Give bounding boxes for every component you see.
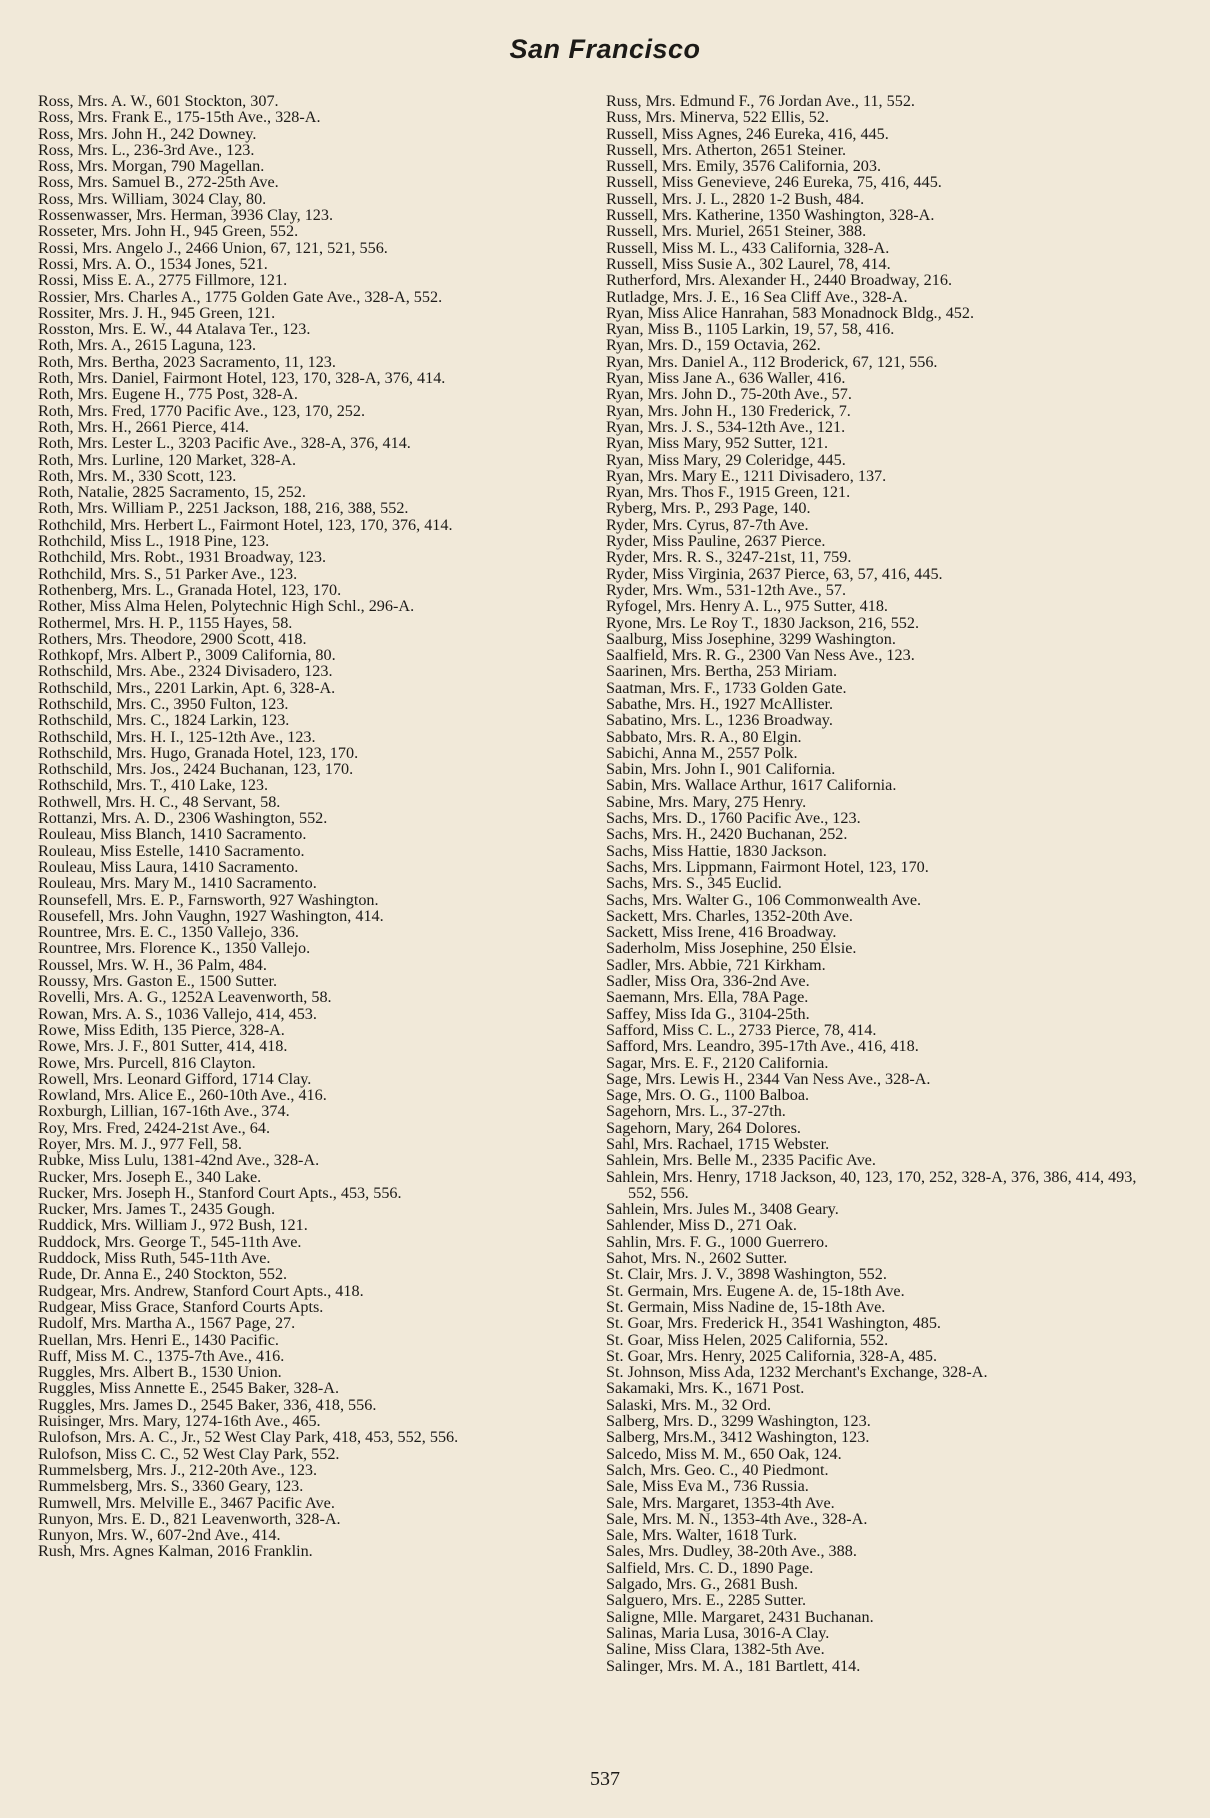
directory-entry: Rothenberg, Mrs. L., Granada Hotel, 123, 170.: [38, 580, 342, 599]
directory-entry: Sage, Mrs. Lewis H., 2344 Van Ness Ave., 328-A.: [606, 1069, 931, 1088]
directory-entry: Rothchild, Mrs. Robt., 1931 Broadway, 123.: [38, 548, 327, 567]
directory-entry: Sachs, Mrs. H., 2420 Buchanan, 252.: [606, 825, 848, 844]
directory-entry: Roth, Mrs. Bertha, 2023 Sacramento, 11, 123.: [38, 352, 336, 371]
directory-entry: Salcedo, Miss M. M., 650 Oak, 124.: [606, 1444, 842, 1463]
directory-entry: Rossier, Mrs. Charles A., 1775 Golden Gate Ave., 328-A, 552.: [38, 287, 443, 306]
directory-entry: Salfield, Mrs. C. D., 1890 Page.: [606, 1558, 814, 1577]
directory-entry: Royer, Mrs. M. J., 977 Fell, 58.: [38, 1135, 242, 1153]
directory-entry: St. Clair, Mrs. J. V., 3898 Washington, 552.: [606, 1265, 887, 1284]
directory-entry: Roussel, Mrs. W. H., 36 Palm, 484.: [38, 955, 267, 974]
directory-entry: Ross, Mrs. Frank E., 175-15th Ave., 328-A.: [38, 108, 321, 127]
directory-entry: Sabbato, Mrs. R. A., 80 Elgin.: [606, 727, 802, 746]
directory-entry: Sahlein, Mrs. Jules M., 3408 Geary.: [606, 1200, 839, 1219]
directory-entry: Runyon, Mrs. E. D., 821 Leavenworth, 328-A.: [38, 1509, 341, 1528]
directory-entry: Salberg, Mrs. D., 3299 Washington, 123.: [606, 1412, 871, 1431]
directory-entry: Sachs, Miss Hattie, 1830 Jackson.: [606, 841, 827, 860]
directory-entry: Roth, Mrs. H., 2661 Pierce, 414.: [38, 417, 249, 436]
directory-entry: Rossiter, Mrs. J. H., 945 Green, 121.: [38, 303, 276, 322]
directory-entry: Salberg, Mrs.M., 3412 Washington, 123.: [606, 1428, 870, 1447]
directory-entry: Roxburgh, Lillian, 167-16th Ave., 374.: [38, 1102, 290, 1121]
directory-entry: Rubke, Miss Lulu, 1381-42nd Ave., 328-A.: [38, 1151, 320, 1170]
directory-entry: Rothchild, Mrs. S., 51 Parker Ave., 123.: [38, 564, 298, 583]
directory-entry: Rowe, Mrs. J. F., 801 Sutter, 414, 418.: [38, 1037, 288, 1056]
directory-entry: St. Germain, Mrs. Eugene A. de, 15-18th Ave.: [606, 1281, 905, 1300]
directory-entry: Saline, Miss Clara, 1382-5th Ave.: [606, 1640, 825, 1659]
directory-entry: Roth, Mrs. Lester L., 3203 Pacific Ave., 328-A, 376, 414.: [38, 434, 411, 453]
directory-entry: Ryan, Miss Jane A., 636 Waller, 416.: [606, 369, 846, 388]
directory-entry: Sabatino, Mrs. L., 1236 Broadway.: [606, 711, 833, 730]
directory-entry: Rothwell, Mrs. H. C., 48 Servant, 58.: [38, 792, 281, 811]
directory-entry: Sabichi, Anna M., 2557 Polk.: [606, 743, 798, 762]
directory-entry: Sale, Miss Eva M., 736 Russia.: [606, 1477, 809, 1496]
directory-entry: Sackett, Miss Irene, 416 Broadway.: [606, 923, 837, 942]
directory-entry: Rulofson, Mrs. A. C., Jr., 52 West Clay Park, 418, 453, 552, 556.: [38, 1428, 459, 1447]
directory-entry: Saatman, Mrs. F., 1733 Golden Gate.: [606, 678, 847, 697]
directory-entry: Russell, Mrs. Emily, 3576 California, 203.: [606, 157, 882, 176]
directory-entry: Ross, Mrs. A. W., 601 Stockton, 307.: [38, 92, 279, 110]
directory-entry: Ryan, Mrs. John D., 75-20th Ave., 57.: [606, 385, 852, 404]
directory-entry: Ryder, Miss Pauline, 2637 Pierce.: [606, 532, 826, 551]
left-column: [38, 93, 593, 1560]
directory-entry: Ruggles, Mrs. Albert B., 1530 Union.: [38, 1363, 282, 1382]
directory-entry: Ryan, Mrs. John H., 130 Frederick, 7.: [606, 401, 851, 420]
directory-entry: Roth, Mrs. A., 2615 Laguna, 123.: [38, 336, 257, 355]
directory-entry: Salgado, Mrs. G., 2681 Bush.: [606, 1575, 799, 1594]
directory-entry: Roth, Mrs. Lurline, 120 Market, 328-A.: [38, 450, 297, 469]
directory-entry: Russ, Mrs. Edmund F., 76 Jordan Ave., 11, 552.: [606, 92, 915, 110]
directory-entry: Sale, Mrs. Margaret, 1353-4th Ave.: [606, 1493, 835, 1512]
directory-entry: Russell, Miss M. L., 433 California, 328-A.: [606, 238, 890, 257]
directory-entry: Rovelli, Mrs. A. G., 1252A Leavenworth, 58.: [38, 988, 332, 1007]
directory-entry: Russell, Mrs. J. L., 2820 1-2 Bush, 484.: [606, 189, 865, 208]
directory-entry: Salaski, Mrs. M., 32 Ord.: [606, 1395, 772, 1414]
directory-entry: Rudgear, Miss Grace, Stanford Courts Apts.: [38, 1297, 324, 1316]
directory-entry: Ryan, Miss Mary, 952 Sutter, 121.: [606, 434, 829, 453]
directory-entry: Rucker, Mrs. Joseph H., Stanford Court Apts., 453, 556.: [38, 1183, 402, 1202]
directory-entry: Russell, Miss Susie A., 302 Laurel, 78, 414.: [606, 254, 891, 273]
directory-entry: Rothers, Mrs. Theodore, 2900 Scott, 418.: [38, 629, 307, 648]
directory-entry: Rossi, Mrs. A. O., 1534 Jones, 521.: [38, 254, 268, 273]
directory-entry: Sachs, Mrs. S., 345 Euclid.: [606, 874, 782, 893]
directory-entry: Rounsefell, Mrs. E. P., Farnsworth, 927 Washington.: [38, 890, 379, 909]
directory-entry: Rountree, Mrs. Florence K., 1350 Vallejo.: [38, 939, 311, 958]
directory-entry: Sackett, Mrs. Charles, 1352-20th Ave.: [606, 906, 853, 925]
directory-entry: Sahlein, Mrs. Belle M., 2335 Pacific Ave.: [606, 1151, 876, 1170]
directory-entry: Rouleau, Miss Laura, 1410 Sacramento.: [38, 857, 299, 876]
directory-entry: Saffey, Miss Ida G., 3104-25th.: [606, 1004, 810, 1023]
directory-entry: Rush, Mrs. Agnes Kalman, 2016 Franklin.: [38, 1542, 313, 1561]
directory-entry: Rothschild, Mrs. Jos., 2424 Buchanan, 123, 170.: [38, 760, 354, 779]
directory-entry: Rowell, Mrs. Leonard Gifford, 1714 Clay.: [38, 1069, 312, 1088]
directory-entry: Ryan, Mrs. Mary E., 1211 Divisadero, 137.: [606, 466, 887, 485]
directory-entry: Rothchild, Miss L., 1918 Pine, 123.: [38, 532, 270, 551]
directory-entry: Ryder, Mrs. R. S., 3247-21st, 11, 759.: [606, 548, 852, 567]
directory-entry: Sahl, Mrs. Rachael, 1715 Webster.: [606, 1135, 830, 1153]
directory-entry: Ross, Mrs. William, 3024 Clay, 80.: [38, 189, 267, 208]
directory-entry: St. Johnson, Miss Ada, 1232 Merchant's Exchange, 328-A.: [606, 1363, 988, 1382]
directory-entry: Rucker, Mrs. James T., 2435 Gough.: [38, 1200, 276, 1219]
directory-entry: Ryan, Miss Mary, 29 Coleridge, 445.: [606, 450, 846, 469]
directory-entry: Sabathe, Mrs. H., 1927 McAllister.: [606, 694, 834, 713]
directory-entry: Ross, Mrs. Morgan, 790 Magellan.: [38, 157, 265, 176]
directory-entry: Safford, Mrs. Leandro, 395-17th Ave., 416, 418.: [606, 1037, 919, 1056]
directory-entry: Rummelsberg, Mrs. S., 3360 Geary, 123.: [38, 1477, 304, 1496]
directory-entry: Rother, Miss Alma Helen, Polytechnic High Schl., 296-A.: [38, 597, 415, 616]
directory-entry: Sales, Mrs. Dudley, 38-20th Ave., 388.: [606, 1542, 857, 1561]
directory-entry: Rowan, Mrs. A. S., 1036 Vallejo, 414, 453.: [38, 1004, 317, 1023]
directory-entry: Sabin, Mrs. John I., 901 California.: [606, 760, 836, 779]
directory-entry: Saalburg, Miss Josephine, 3299 Washington.: [606, 629, 896, 648]
directory-entry: Russell, Mrs. Muriel, 2651 Steiner, 388.: [606, 222, 867, 241]
directory-entry: Roth, Mrs. Fred, 1770 Pacific Ave., 123, 170, 252.: [38, 401, 366, 420]
directory-entry: Ruddock, Mrs. George T., 545-11th Ave.: [38, 1232, 302, 1251]
directory-entry: Ruellan, Mrs. Henri E., 1430 Pacific.: [38, 1330, 279, 1349]
directory-entry: St. Goar, Mrs. Frederick H., 3541 Washington, 485.: [606, 1314, 941, 1333]
directory-entry: Rowe, Miss Edith, 135 Pierce, 328-A.: [38, 1020, 285, 1039]
directory-entry: Roth, Mrs. Eugene H., 775 Post, 328-A.: [38, 385, 298, 404]
directory-entry: Salinger, Mrs. M. A., 181 Bartlett, 414.: [606, 1656, 861, 1675]
directory-entry: Rowe, Mrs. Purcell, 816 Clayton.: [38, 1053, 256, 1072]
directory-entry: Ross, Mrs. Samuel B., 272-25th Ave.: [38, 173, 279, 192]
directory-entry: Russell, Mrs. Katherine, 1350 Washington, 328-A.: [606, 206, 935, 225]
directory-entry: Roth, Mrs. William P., 2251 Jackson, 188, 216, 388, 552.: [38, 499, 409, 518]
directory-entry: Roy, Mrs. Fred, 2424-21st Ave., 64.: [38, 1118, 271, 1137]
directory-entry: Sachs, Mrs. D., 1760 Pacific Ave., 123.: [606, 809, 861, 828]
directory-entry: Sagehorn, Mary, 264 Dolores.: [606, 1118, 801, 1137]
directory-entry: Ryder, Miss Virginia, 2637 Pierce, 63, 57, 416, 445.: [606, 564, 943, 583]
page-number: 537: [590, 1768, 620, 1790]
directory-entry: Roth, Natalie, 2825 Sacramento, 15, 252.: [38, 483, 306, 502]
directory-entry: Rothschild, Mrs. T., 410 Lake, 123.: [38, 776, 269, 795]
directory-entry: Sagar, Mrs. E. F., 2120 California.: [606, 1053, 829, 1072]
directory-entry: Salinas, Maria Lusa, 3016-A Clay.: [606, 1623, 830, 1642]
directory-entry: Sale, Mrs. Walter, 1618 Turk.: [606, 1526, 798, 1545]
directory-entry: Rothschild, Mrs. H. I., 125-12th Ave., 123.: [38, 727, 316, 746]
directory-entry: Rouleau, Miss Estelle, 1410 Sacramento.: [38, 841, 305, 860]
directory-entry: Rossi, Mrs. Angelo J., 2466 Union, 67, 121, 521, 556.: [38, 238, 388, 257]
directory-entry: Saligne, Mlle. Margaret, 2431 Buchanan.: [606, 1607, 874, 1626]
directory-entry: Rouleau, Mrs. Mary M., 1410 Sacramento.: [38, 874, 317, 893]
directory-entry: Ryder, Mrs. Cyrus, 87-7th Ave.: [606, 515, 809, 534]
directory-entry: Roth, Mrs. M., 330 Scott, 123.: [38, 466, 237, 485]
directory-entry: Sadler, Mrs. Abbie, 721 Kirkham.: [606, 955, 826, 974]
directory-entry: Sabine, Mrs. Mary, 275 Henry.: [606, 792, 807, 811]
directory-entry: Sahlender, Miss D., 271 Oak.: [606, 1216, 797, 1235]
directory-entry: Rosseter, Mrs. John H., 945 Green, 552.: [38, 222, 299, 241]
directory-entry: Rudgear, Mrs. Andrew, Stanford Court Apts., 418.: [38, 1281, 364, 1300]
directory-entry: Ruddick, Mrs. William J., 972 Bush, 121.: [38, 1216, 308, 1235]
directory-entry: Salguero, Mrs. E., 2285 Sutter.: [606, 1591, 807, 1610]
directory-entry: Roussy, Mrs. Gaston E., 1500 Sutter.: [38, 972, 278, 991]
directory-entry: Ruisinger, Mrs. Mary, 1274-16th Ave., 465.: [38, 1412, 321, 1431]
directory-entry: Ryan, Miss B., 1105 Larkin, 19, 57, 58, 416.: [606, 320, 895, 339]
directory-entry: Rossi, Miss E. A., 2775 Fillmore, 121.: [38, 271, 288, 290]
directory-entry: Safford, Miss C. L., 2733 Pierce, 78, 414.: [606, 1020, 877, 1039]
directory-entry: Sahot, Mrs. N., 2602 Sutter.: [606, 1249, 788, 1268]
directory-entry: Rude, Dr. Anna E., 240 Stockton, 552.: [38, 1265, 288, 1284]
directory-entry: Rothchild, Mrs. Herbert L., Fairmont Hotel, 123, 170, 376, 414.: [38, 515, 453, 534]
directory-entry: Ruggles, Mrs. James D., 2545 Baker, 336, 418, 556.: [38, 1395, 377, 1414]
directory-entry: Ryone, Mrs. Le Roy T., 1830 Jackson, 216, 552.: [606, 613, 920, 632]
directory-entry: Rossenwasser, Mrs. Herman, 3936 Clay, 123.: [38, 206, 334, 225]
directory-entry: Sage, Mrs. O. G., 1100 Balboa.: [606, 1086, 810, 1105]
directory-entry: Ryan, Mrs. D., 159 Octavia, 262.: [606, 336, 821, 355]
directory-entry: Russ, Mrs. Minerva, 522 Ellis, 52.: [606, 108, 830, 127]
directory-entry: Russell, Miss Genevieve, 246 Eureka, 75, 416, 445.: [606, 173, 942, 192]
directory-entry: Rothschild, Mrs. C., 1824 Larkin, 123.: [38, 711, 290, 730]
directory-entry: Rummelsberg, Mrs. J., 212-20th Ave., 123.: [38, 1460, 318, 1479]
directory-entry: Rothschild, Mrs., 2201 Larkin, Apt. 6, 328-A.: [38, 678, 336, 697]
directory-entry: Sabin, Mrs. Wallace Arthur, 1617 California.: [606, 776, 897, 795]
directory-entry: Rulofson, Miss C. C., 52 West Clay Park, 552.: [38, 1444, 340, 1463]
directory-entry: Ross, Mrs. John H., 242 Downey.: [38, 124, 257, 143]
directory-entry: Ruggles, Miss Annette E., 2545 Baker, 328-A.: [38, 1379, 340, 1398]
directory-entry: Russell, Miss Agnes, 246 Eureka, 416, 445.: [606, 124, 889, 143]
directory-entry: Ruddock, Miss Ruth, 545-11th Ave.: [38, 1249, 271, 1268]
directory-entry: Ryan, Mrs. J. S., 534-12th Ave., 121.: [606, 417, 846, 436]
directory-entry: Sachs, Mrs. Walter G., 106 Commonwealth Ave.: [606, 890, 922, 909]
directory-entry: Rothkopf, Mrs. Albert P., 3009 California, 80.: [38, 646, 336, 665]
directory-entry: Ross, Mrs. L., 236-3rd Ave., 123.: [38, 140, 255, 159]
directory-entry: Ruff, Miss M. C., 1375-7th Ave., 416.: [38, 1346, 285, 1365]
directory-entry: Rothschild, Mrs. Hugo, Granada Hotel, 123, 170.: [38, 743, 359, 762]
directory-entry: Rutherford, Mrs. Alexander H., 2440 Broadway, 216.: [606, 271, 953, 290]
directory-entry: Sagehorn, Mrs. L., 37-27th.: [606, 1102, 786, 1121]
directory-entry: Salch, Mrs. Geo. C., 40 Piedmont.: [606, 1460, 829, 1479]
directory-entry: Sadler, Miss Ora, 336-2nd Ave.: [606, 972, 810, 991]
directory-entry: St. Goar, Miss Helen, 2025 California, 552.: [606, 1330, 889, 1349]
directory-entry: Russell, Mrs. Atherton, 2651 Steiner.: [606, 140, 847, 159]
directory-entry: Sale, Mrs. M. N., 1353-4th Ave., 328-A.: [606, 1509, 868, 1528]
directory-entry: St. Germain, Miss Nadine de, 15-18th Ave.: [606, 1297, 886, 1316]
directory-entry: Ryberg, Mrs. P., 293 Page, 140.: [606, 499, 811, 518]
directory-entry: Ryder, Mrs. Wm., 531-12th Ave., 57.: [606, 580, 846, 599]
directory-entry: Saarinen, Mrs. Bertha, 253 Miriam.: [606, 662, 838, 681]
directory-entry: Roth, Mrs. Daniel, Fairmont Hotel, 123, 170, 328-A, 376, 414.: [38, 369, 446, 388]
directory-entry: Sahlein, Mrs. Henry, 1718 Jackson, 40, 123, 170, 252, 328-A, 376, 386, 414, 493, 552, 556.: [606, 1167, 1137, 1202]
directory-entry: Rucker, Mrs. Joseph E., 340 Lake.: [38, 1167, 262, 1186]
directory-entry: Ryan, Mrs. Daniel A., 112 Broderick, 67, 121, 556.: [606, 352, 938, 371]
directory-entry: Saalfield, Mrs. R. G., 2300 Van Ness Ave., 123.: [606, 646, 915, 665]
directory-entry: Saderholm, Miss Josephine, 250 Elsie.: [606, 939, 857, 958]
directory-entry: Sakamaki, Mrs. K., 1671 Post.: [606, 1379, 805, 1398]
directory-entry: Ryan, Miss Alice Hanrahan, 583 Monadnock Bldg., 452.: [606, 303, 975, 322]
page-title: San Francisco: [509, 34, 701, 64]
directory-entry: Sahlin, Mrs. F. G., 1000 Guerrero.: [606, 1232, 829, 1251]
directory-entry: Runyon, Mrs. W., 607-2nd Ave., 414.: [38, 1526, 281, 1545]
directory-entry: Rutladge, Mrs. J. E., 16 Sea Cliff Ave., 328-A.: [606, 287, 908, 306]
directory-entry: Rottanzi, Mrs. A. D., 2306 Washington, 552.: [38, 809, 328, 828]
directory-entry: Rumwell, Mrs. Melville E., 3467 Pacific Ave.: [38, 1493, 335, 1512]
directory-entry: Ryfogel, Mrs. Henry A. L., 975 Sutter, 418.: [606, 597, 888, 616]
directory-entry: Ryan, Mrs. Thos F., 1915 Green, 121.: [606, 483, 851, 502]
directory-entry: Sachs, Mrs. Lippmann, Fairmont Hotel, 123, 170.: [606, 857, 929, 876]
right-column: [606, 93, 1161, 1674]
directory-entry: Rudolf, Mrs. Martha A., 1567 Page, 27.: [38, 1314, 296, 1333]
directory-entry: Rouleau, Miss Blanch, 1410 Sacramento.: [38, 825, 307, 844]
directory-entry: Rosston, Mrs. E. W., 44 Atalava Ter., 123.: [38, 320, 311, 339]
directory-entry: Rothschild, Mrs. Abe., 2324 Divisadero, 123.: [38, 662, 333, 681]
directory-entry: Rothschild, Mrs. C., 3950 Fulton, 123.: [38, 694, 289, 713]
directory-entry: Saemann, Mrs. Ella, 78A Page.: [606, 988, 809, 1007]
directory-entry: Rothermel, Mrs. H. P., 1155 Hayes, 58.: [38, 613, 293, 632]
directory-entry: Rousefell, Mrs. John Vaughn, 1927 Washington, 414.: [38, 906, 384, 925]
directory-entry: Rowland, Mrs. Alice E., 260-10th Ave., 416.: [38, 1086, 327, 1105]
directory-entry: St. Goar, Mrs. Henry, 2025 California, 328-A, 485.: [606, 1346, 937, 1365]
directory-entry: Rountree, Mrs. E. C., 1350 Vallejo, 336.: [38, 923, 299, 942]
